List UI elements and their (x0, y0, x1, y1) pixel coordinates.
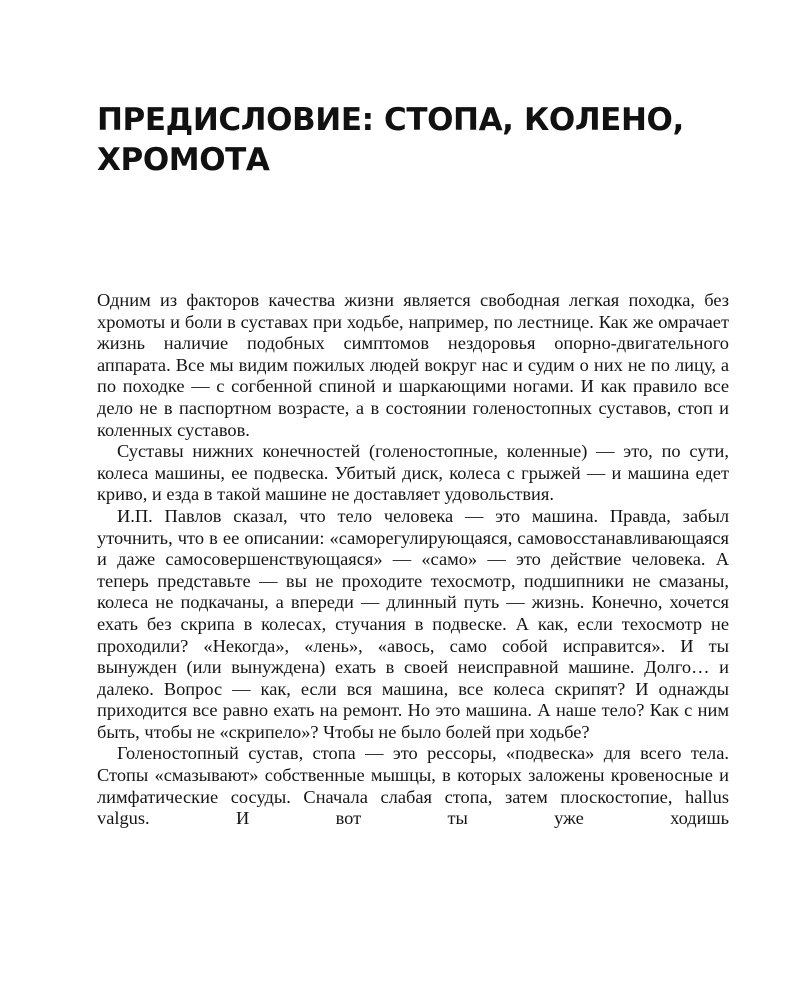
paragraph-1: Одним из факторов качества жизни является свободная легкая походка, без хромоты и боли в суставах при ходьбе, например, по лестнице. Как же омрачает жизнь наличие подобных симптомов нездоровья опорно-двигательного аппарата. Все мы видим пожилых людей вокруг нас и судим о них не по лицу, а по походке — с согбенной спиной и шаркающими ногами. И как правило все дело не в паспортном возрасте, а в состоянии голеностопных суставов, стоп и коленных суставов. (97, 290, 729, 440)
chapter-title-line-2: ХРОМОТА (97, 142, 270, 178)
paragraph-4: Голеностопный сустав, стопа — это рессоры, «подвеска» для всего тела. Стопы «смазывают» собственные мышцы, в которых заложены кровеносные и лимфатические сосуды. Сначала слабая стопа, затем плоскостопие, hallus valgus. И вот ты уже ходишь (97, 743, 729, 829)
paragraph-2: Суставы нижних конечностей (голеностопные, коленные) — это, по сути, колеса машины, ее подвеска. Убитый диск, колеса с грыжей — и машина едет криво, и езда в такой машине не доставляет удовольствия. (97, 441, 729, 505)
body-text (97, 290, 729, 830)
paragraph-3: И.П. Павлов сказал, что тело человека — это машина. Правда, забыл уточнить, что в ее описании: «саморегулирующаяся, самовосстанавливающаяся и даже самосовершенствующаяся» — «само» — это действие человека. А теперь представьте — вы не проходите техосмотр, подшипники не смазаны, колеса не подкачаны, а впереди — длинный путь — жизнь. Конечно, хочется ехать без скрипа в колесах, стучания в подвеске. А как, если техосмотр не проходили? «Некогда», «лень», «авось, само собой исправится». И ты вынужден (или вынуждена) ехать в своей неисправной машине. Долго… и далеко. Вопрос — как, если вся машина, все колеса скрипят? И однажды приходится все равно ехать на ремонт. Но это машина. А наше тело? Как с ним быть, чтобы не «скрипело»? Чтобы не было болей при ходьбе? (97, 505, 729, 742)
chapter-title (97, 100, 717, 180)
chapter-title-line-1: ПРЕДИСЛОВИЕ: СТОПА, КОЛЕНО, (97, 102, 684, 138)
